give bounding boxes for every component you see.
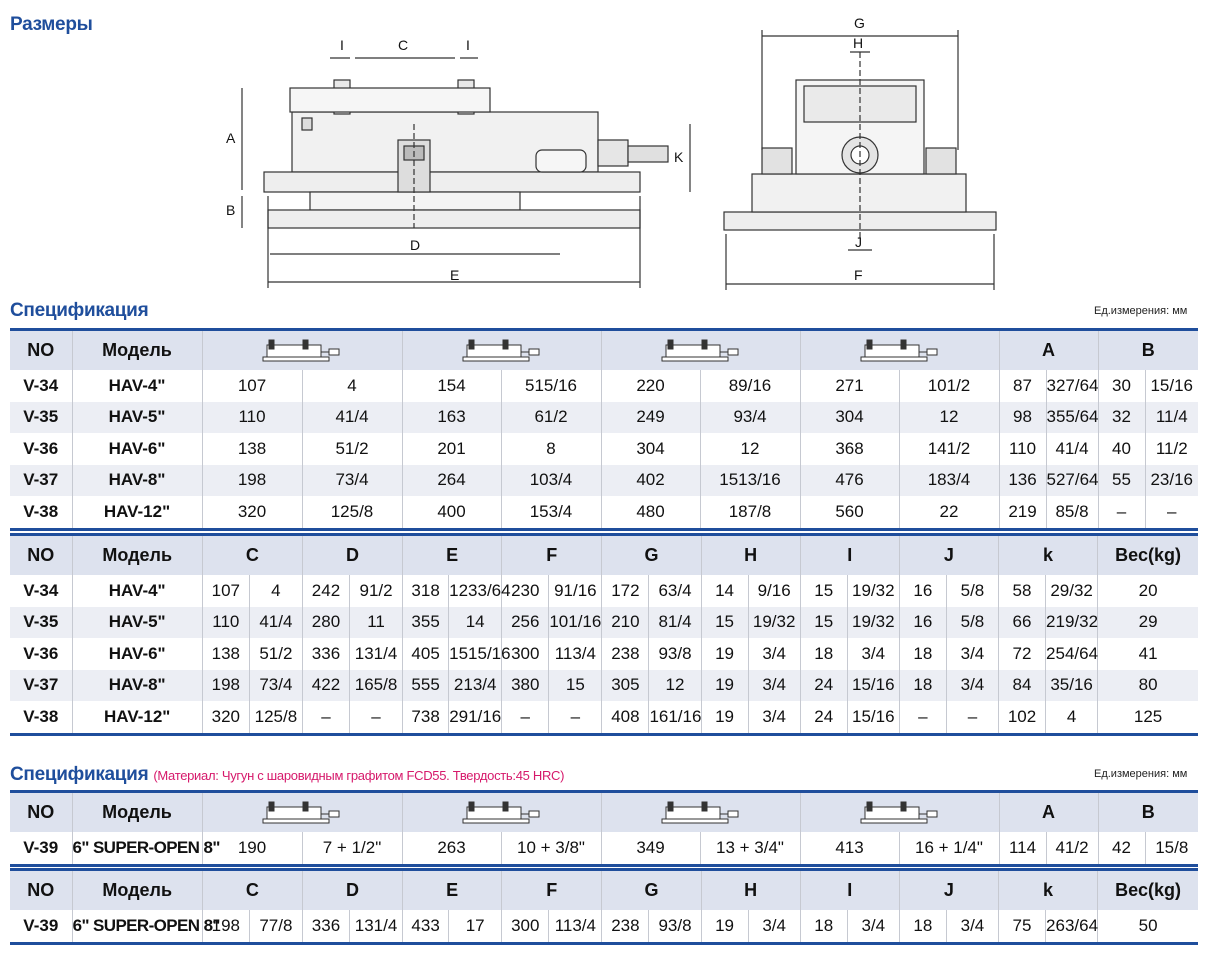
table-cell: 125 — [1098, 701, 1198, 734]
table-row — [10, 465, 1198, 497]
table-cell: 125/8 — [249, 701, 302, 734]
table-cell: 89/16 — [700, 370, 800, 402]
model-name: 6" SUPER-OPEN 8" — [72, 910, 202, 943]
table-cell: 3/4 — [946, 638, 998, 670]
table-cell: 3/4 — [748, 910, 800, 943]
table-cell: 12 — [700, 433, 800, 465]
table-cell: 254/64 — [1046, 638, 1098, 670]
table-cell: 12 — [899, 402, 999, 434]
table-cell: 107 — [202, 575, 249, 607]
table-row — [10, 910, 1198, 943]
vise-icon-cell — [402, 792, 601, 833]
col-j: J — [899, 535, 998, 576]
table-cell: 242 — [302, 575, 349, 607]
col-weight: Вес(kg) — [1098, 870, 1198, 911]
table-cell: 114 — [999, 832, 1046, 865]
table-cell: 190 — [202, 832, 302, 865]
table-cell: 16 — [899, 575, 946, 607]
table-cell: 3/4 — [847, 638, 899, 670]
col-h: H — [701, 535, 800, 576]
table-cell: 256 — [502, 607, 549, 639]
table-cell: 11/2 — [1155, 438, 1188, 458]
table-cell: 3/4 — [847, 910, 899, 943]
table-cell: 264 — [402, 465, 501, 497]
col-d: D — [302, 870, 402, 911]
vise-icon-cell — [202, 792, 402, 833]
table-cell: 19 — [701, 670, 748, 702]
table-cell: 81/4 — [649, 607, 701, 639]
table-row — [10, 638, 1198, 670]
table-cell: 219/32 — [1046, 607, 1098, 639]
table-cell: 22 — [899, 496, 999, 529]
table-cell: 51/2 — [249, 638, 302, 670]
vise-icon-cell — [402, 330, 601, 371]
table-cell: 29 — [1098, 607, 1198, 639]
table-row — [10, 496, 1198, 529]
table-cell: 5/8 — [946, 575, 998, 607]
model-name: HAV-6" — [72, 433, 202, 465]
col-g: G — [602, 870, 701, 911]
table-cell: 72 — [998, 638, 1045, 670]
table-cell: 413 — [800, 832, 899, 865]
table-cell: 15 — [800, 575, 847, 607]
table-cell: 355/64 — [1046, 402, 1098, 434]
vise-open-icon — [602, 336, 800, 366]
model-no: V-36 — [10, 638, 72, 670]
label-k: K — [674, 149, 684, 165]
table-cell: 263/64 — [1046, 910, 1098, 943]
table-cell: 85/8 — [1046, 496, 1098, 529]
col-d: D — [302, 535, 402, 576]
table-cell: 63/4 — [649, 575, 701, 607]
table-cell: 91/16 — [549, 575, 602, 607]
table-cell: 11 — [350, 607, 403, 639]
model-name: HAV-6" — [72, 638, 202, 670]
table-cell: 41/4 — [249, 607, 302, 639]
table-cell: 101/16 — [549, 607, 602, 639]
model-no: V-34 — [10, 575, 72, 607]
vise-open-icon — [203, 336, 402, 366]
table-cell: 515/16 — [501, 370, 601, 402]
table-cell: 30 — [1098, 370, 1145, 402]
table-cell: 32 — [1098, 402, 1145, 434]
table-cell: 66 — [998, 607, 1045, 639]
table-cell: 11/4 — [1145, 402, 1198, 434]
label-b: B — [226, 202, 236, 218]
table-cell: 405 — [403, 638, 449, 670]
table-cell: 131/4 — [350, 910, 403, 943]
spec2-title-wrap — [10, 764, 564, 786]
table-cell: 41 — [1138, 643, 1158, 663]
table-cell: 560 — [800, 496, 899, 529]
table-cell: 35/16 — [1046, 670, 1098, 702]
spec1-table-top — [10, 328, 1198, 531]
col-b: B — [1098, 330, 1198, 371]
col-c: C — [202, 870, 302, 911]
col-c: C — [202, 535, 302, 576]
table-cell: 3/4 — [946, 670, 998, 702]
model-no: V-38 — [10, 496, 72, 529]
spec2-title: Спецификация — [10, 764, 149, 785]
model-no: V-39 — [10, 910, 72, 943]
table-cell: 305 — [602, 670, 649, 702]
table-cell: 555 — [403, 670, 449, 702]
table-cell: 103/4 — [501, 465, 601, 497]
table-cell: 15/16 — [847, 670, 899, 702]
table-cell: 110 — [202, 402, 302, 434]
table-cell: 336 — [302, 910, 349, 943]
table-row — [10, 402, 1198, 434]
table-cell: 153/4 — [501, 496, 601, 529]
vise-open-icon — [403, 336, 601, 366]
col-e: E — [403, 870, 502, 911]
table-cell: 3/4 — [748, 670, 800, 702]
table-cell: 73/4 — [302, 465, 402, 497]
table-cell: 91/2 — [350, 575, 403, 607]
label-f: F — [854, 267, 863, 283]
table-cell: 238 — [602, 638, 649, 670]
table-cell: 154 — [402, 370, 501, 402]
col-model: Модель — [72, 330, 202, 371]
vise-dimension-drawing — [0, 0, 1230, 300]
vise-open-icon — [801, 336, 999, 366]
table-cell: 210 — [602, 607, 649, 639]
table-cell: 480 — [601, 496, 700, 529]
spec2-header2-row — [10, 870, 1198, 911]
table-cell: 8 — [501, 433, 601, 465]
table-cell: 16 + 1/4" — [899, 832, 999, 865]
spec1-header2-row — [10, 535, 1198, 576]
table-cell: 163 — [402, 402, 501, 434]
table-cell: – — [899, 701, 946, 734]
vise-open-icon — [203, 798, 402, 828]
table-cell: 80 — [1098, 670, 1198, 702]
table-cell: 18 — [800, 638, 847, 670]
table-cell: 476 — [800, 465, 899, 497]
table-cell: 20 — [1138, 580, 1158, 600]
table-cell: 16 — [899, 607, 946, 639]
table-cell: 15/8 — [1145, 832, 1198, 865]
table-cell: – — [1145, 496, 1198, 529]
spec2-table-top — [10, 790, 1198, 867]
table-cell: 1233/64 — [449, 575, 502, 607]
vise-open-icon — [801, 798, 999, 828]
table-cell: 23/16 — [1145, 465, 1198, 497]
table-cell: 113/4 — [549, 910, 602, 943]
col-weight: Вес(kg) — [1098, 535, 1198, 576]
table-cell: 73/4 — [249, 670, 302, 702]
spec2-header-row — [10, 792, 1198, 833]
vise-open-icon — [403, 798, 601, 828]
col-model: Модель — [72, 792, 202, 833]
table-cell: 220 — [601, 370, 700, 402]
table-cell: 3/4 — [748, 638, 800, 670]
table-cell: 198 — [202, 670, 249, 702]
table-cell: 17 — [449, 910, 502, 943]
table-cell: 18 — [899, 638, 946, 670]
table-cell: 110 — [999, 433, 1046, 465]
table-cell: 42 — [1098, 832, 1145, 865]
col-model: Модель — [72, 870, 202, 911]
table-cell: 349 — [601, 832, 700, 865]
table-cell: 125/8 — [302, 496, 402, 529]
table-cell: 213/4 — [449, 670, 502, 702]
model-no: V-37 — [10, 465, 72, 497]
label-j: J — [855, 234, 862, 250]
model-no: V-35 — [10, 607, 72, 639]
model-no: V-37 — [10, 670, 72, 702]
table-cell: 19 — [701, 638, 748, 670]
vise-icon-cell — [800, 330, 999, 371]
label-h: H — [853, 35, 864, 51]
spec2-unit: Ед.измерения: мм — [1094, 768, 1188, 780]
table-cell: 15/16 — [1150, 375, 1194, 395]
table-cell: 136 — [999, 465, 1046, 497]
table-cell: 75 — [998, 910, 1045, 943]
table-cell: 55 — [1098, 465, 1145, 497]
vise-open-icon — [602, 798, 800, 828]
col-g: G — [602, 535, 701, 576]
spec1-unit: Ед.измерения: мм — [1094, 305, 1188, 317]
model-name: HAV-5" — [72, 402, 202, 434]
table-cell: 161/16 — [649, 701, 701, 734]
col-f: F — [502, 870, 602, 911]
model-name: HAV-12" — [72, 496, 202, 529]
model-name: HAV-8" — [72, 670, 202, 702]
col-h: H — [701, 870, 800, 911]
table-cell: – — [502, 701, 549, 734]
table-cell: 198 — [202, 465, 302, 497]
table-cell: 15 — [800, 607, 847, 639]
table-cell: 101/2 — [899, 370, 999, 402]
col-i: I — [800, 535, 899, 576]
model-name: HAV-4" — [72, 370, 202, 402]
table-cell: 41/4 — [1046, 433, 1098, 465]
table-cell: 24 — [800, 701, 847, 734]
table-cell: 400 — [402, 496, 501, 529]
table-cell: 300 — [502, 910, 549, 943]
model-name: HAV-12" — [72, 701, 202, 734]
table-cell: 19/32 — [748, 607, 800, 639]
label-g: G — [854, 15, 865, 31]
table-cell: 249 — [601, 402, 700, 434]
table-cell: 3/4 — [748, 701, 800, 734]
table-cell: – — [946, 701, 998, 734]
table-cell: 318 — [403, 575, 449, 607]
table-cell: 19/32 — [847, 575, 899, 607]
table-cell: 84 — [998, 670, 1045, 702]
table-cell: 4 — [249, 575, 302, 607]
table-cell: 9/16 — [748, 575, 800, 607]
spec2-subtitle: (Материал: Чугун с шаровидным графитом FCD55. Твердость:45 HRC) — [153, 768, 565, 783]
table-cell: 304 — [601, 433, 700, 465]
model-name: 6" SUPER-OPEN 8" — [72, 832, 202, 865]
table-cell: 61/2 — [501, 402, 601, 434]
model-no: V-39 — [10, 832, 72, 865]
table-cell: 98 — [999, 402, 1046, 434]
model-name: HAV-8" — [72, 465, 202, 497]
label-e: E — [450, 267, 460, 283]
table-cell: 19 — [701, 701, 748, 734]
table-cell: 433 — [403, 910, 449, 943]
col-j: J — [899, 870, 998, 911]
table-cell: 58 — [998, 575, 1045, 607]
col-i: I — [800, 870, 899, 911]
table-cell: 12 — [649, 670, 701, 702]
table-cell: 15 — [549, 670, 602, 702]
table-cell: 1515/16 — [449, 638, 502, 670]
table-cell: 51/2 — [302, 433, 402, 465]
table-cell: 93/4 — [700, 402, 800, 434]
spec1-table-bottom — [10, 533, 1198, 736]
table-cell: 138 — [202, 433, 302, 465]
table-cell: 18 — [800, 910, 847, 943]
table-cell: 4 — [1046, 701, 1098, 734]
table-cell: 50 — [1098, 910, 1198, 943]
col-k: k — [998, 870, 1097, 911]
table-cell: 327/64 — [1046, 370, 1098, 402]
label-i-left: I — [340, 37, 344, 53]
table-cell: 291/16 — [449, 701, 502, 734]
table-cell: 738 — [403, 701, 449, 734]
table-cell: 187/8 — [700, 496, 800, 529]
model-no: V-35 — [10, 402, 72, 434]
label-a: A — [226, 130, 236, 146]
table-row — [10, 701, 1198, 734]
model-no: V-36 — [10, 433, 72, 465]
table-cell: 41/2 — [1046, 832, 1098, 865]
vise-icon-cell — [202, 330, 402, 371]
col-a: A — [999, 792, 1098, 833]
table-cell: 15/16 — [847, 701, 899, 734]
table-cell: 24 — [800, 670, 847, 702]
col-no: NO — [10, 870, 72, 911]
table-cell: 380 — [502, 670, 549, 702]
table-cell: 107 — [202, 370, 302, 402]
spec1-title: Спецификация — [10, 300, 149, 321]
table-cell: 10 + 3/8" — [501, 832, 601, 865]
table-cell: 280 — [302, 607, 349, 639]
table-cell: 77/8 — [249, 910, 302, 943]
table-cell: 300 — [502, 638, 549, 670]
spec2-table-bottom — [10, 868, 1198, 945]
table-cell: 141/2 — [899, 433, 999, 465]
table-cell: – — [302, 701, 349, 734]
table-cell: 18 — [899, 670, 946, 702]
col-no: NO — [10, 792, 72, 833]
table-cell: 13 + 3/4" — [700, 832, 800, 865]
col-b: B — [1098, 792, 1198, 833]
table-cell: 165/8 — [350, 670, 403, 702]
table-row — [10, 575, 1198, 607]
table-cell: 355 — [403, 607, 449, 639]
table-cell: 201 — [402, 433, 501, 465]
table-cell: 320 — [202, 496, 302, 529]
model-no: V-38 — [10, 701, 72, 734]
table-cell: 402 — [601, 465, 700, 497]
table-cell: 336 — [302, 638, 349, 670]
table-cell: 113/4 — [549, 638, 602, 670]
table-cell: 368 — [800, 433, 899, 465]
col-e: E — [403, 535, 502, 576]
table-row — [10, 670, 1198, 702]
table-row — [10, 370, 1198, 402]
table-cell: 527/64 — [1046, 465, 1098, 497]
label-i-right: I — [466, 37, 470, 53]
table-cell: 219 — [999, 496, 1046, 529]
table-cell: 7 + 1/2" — [302, 832, 402, 865]
table-cell: 131/4 — [350, 638, 403, 670]
table-cell: – — [549, 701, 602, 734]
table-cell: 14 — [449, 607, 502, 639]
table-cell: 198 — [202, 910, 249, 943]
table-cell: 408 — [602, 701, 649, 734]
table-row — [10, 607, 1198, 639]
table-cell: 271 — [800, 370, 899, 402]
col-model: Модель — [72, 535, 202, 576]
table-row — [10, 433, 1198, 465]
table-cell: 18 — [899, 910, 946, 943]
table-cell: 4 — [302, 370, 402, 402]
col-f: F — [502, 535, 602, 576]
label-c: C — [398, 37, 409, 53]
table-cell: 40 — [1098, 433, 1145, 465]
label-d: D — [410, 237, 421, 253]
table-cell: 263 — [402, 832, 501, 865]
table-cell: 230 — [502, 575, 549, 607]
table-cell: 14 — [701, 575, 748, 607]
table-cell: 5/8 — [946, 607, 998, 639]
model-no: V-34 — [10, 370, 72, 402]
table-cell: 183/4 — [899, 465, 999, 497]
table-cell: 93/8 — [649, 910, 701, 943]
table-cell: 304 — [800, 402, 899, 434]
table-cell: 238 — [602, 910, 649, 943]
table-cell: 422 — [302, 670, 349, 702]
table-cell: 41/4 — [302, 402, 402, 434]
vise-icon-cell — [601, 792, 800, 833]
col-a: A — [999, 330, 1098, 371]
table-cell: – — [350, 701, 403, 734]
col-no: NO — [10, 330, 72, 371]
table-cell: 320 — [202, 701, 249, 734]
table-cell: 93/8 — [649, 638, 701, 670]
table-cell: 172 — [602, 575, 649, 607]
table-cell: – — [1098, 496, 1145, 529]
model-name: HAV-5" — [72, 607, 202, 639]
vise-icon-cell — [601, 330, 800, 371]
spec1-header-row — [10, 330, 1198, 371]
table-cell: 87 — [999, 370, 1046, 402]
vise-icon-cell — [800, 792, 999, 833]
table-row — [10, 832, 1198, 865]
table-cell: 19 — [701, 910, 748, 943]
table-cell: 138 — [202, 638, 249, 670]
model-name: HAV-4" — [72, 575, 202, 607]
table-cell: 29/32 — [1046, 575, 1098, 607]
dimensions-title: Размеры — [10, 14, 93, 35]
table-cell: 110 — [202, 607, 249, 639]
table-cell: 1513/16 — [700, 465, 800, 497]
col-no: NO — [10, 535, 72, 576]
table-cell: 3/4 — [946, 910, 998, 943]
table-cell: 15 — [701, 607, 748, 639]
col-k: k — [998, 535, 1097, 576]
table-cell: 102 — [998, 701, 1045, 734]
table-cell: 19/32 — [847, 607, 899, 639]
